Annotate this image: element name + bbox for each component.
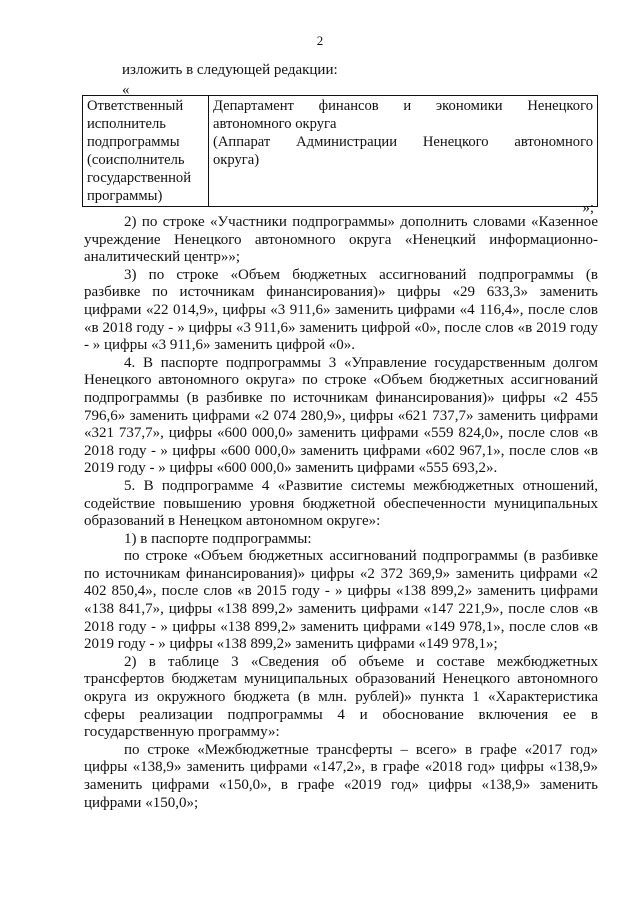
document-body [84, 214, 598, 812]
table-cell-value [209, 96, 598, 207]
paragraph: 2) в таблице 3 «Сведения об объеме и составе межбюджетных трансфертов бюджетам муниципальных образований Ненецкого автономного округа из окружного бюджета (в млн. рублей)» пункта 1 «Характеристика сферы реализации подпрограммы 4 и обоснование включения ее в государственную программу»: [84, 653, 598, 741]
paragraph: 3) по строке «Объем бюджетных ассигнований подпрограммы (в разбивке по источникам финансирования)» цифры «29 633,3» заменить цифрами «22 014,9», цифры «3 911,6» заменить цифрами «4 116,4», после слов «в 2018 году - » цифры «3 911,6» заменить цифрой «0», после слов «в 2019 году - » цифры «3 911,6» заменить цифрой «0». [84, 266, 598, 354]
opening-quote: « [122, 82, 130, 98]
paragraph: 1) в паспорте подпрограммы: [124, 530, 312, 547]
cell-line: подпрограммы [87, 134, 180, 150]
cell-line: программы) [87, 188, 163, 204]
paragraph: по строке «Межбюджетные трансферты – всего» в графе «2017 год» цифры «138,9» заменить цифрами «147,2», в графе «2018 год» цифры «138,9» заменить цифрами «150,0», в графе «2019 год» цифры «138,9» заменить цифрами «150,0»; [84, 741, 598, 811]
intro-line: изложить в следующей редакции: [122, 62, 338, 78]
passport-table [82, 95, 598, 207]
cell-line: исполнитель [87, 116, 166, 132]
cell-line: (соисполнитель [87, 152, 185, 168]
cell-line: Ответственный [87, 98, 184, 114]
table-cell-label [83, 96, 209, 207]
paragraph: по строке «Объем бюджетных ассигнований подпрограммы (в разбивке по источникам финансирования)» цифры «2 372 369,9» заменить цифрами «2 402 850,4», после слов «в 2015 году - » цифры «138 899,2» заменить цифрами «138 841,7», цифры «138 899,2» заменить цифрами «147 221,9», после слов «в 2018 году - » цифры «138 899,2» заменить цифрами «149 978,1», после слов «в 2019 году - » цифры «138 899,2» заменить цифрами «149 978,1»; [84, 548, 598, 653]
closing-quote: »; [582, 200, 594, 216]
cell-line: округа) [213, 152, 260, 168]
cell-line: (Аппарат Администрации Ненецкого автономного [213, 134, 593, 150]
cell-line: государственной [87, 170, 192, 186]
cell-line: автономного округа [213, 116, 337, 132]
cell-line: Департамент финансов и экономики Ненецкого [213, 98, 593, 114]
page-number: 2 [316, 33, 324, 48]
table-row [83, 96, 598, 207]
paragraph: 4. В паспорте подпрограммы 3 «Управление государственным долгом Ненецкого автономного округа» по строке «Объем бюджетных ассигнований подпрограммы (в разбивке по источникам финансирования)» цифры «2 455 796,6» заменить цифрами «2 074 280,9», цифры «621 737,7» заменить цифрами «321 737,7», цифры «600 000,0» заменить цифрами «559 824,0», после слов «в 2018 году - » цифры «600 000,0» заменить цифрами «602 967,1», после слов «в 2019 году - » цифры «600 000,0» заменить цифрами «555 693,2». [84, 354, 598, 477]
paragraph: 5. В подпрограмме 4 «Развитие системы межбюджетных отношений, содействие повышению уровня бюджетной обеспеченности муниципальных образований в Ненецком автономном округе»: [84, 477, 598, 530]
paragraph: 2) по строке «Участники подпрограммы» дополнить словами «Казенное учреждение Ненецкого автономного округа «Ненецкий информационно-аналитический центр»»; [84, 214, 598, 266]
